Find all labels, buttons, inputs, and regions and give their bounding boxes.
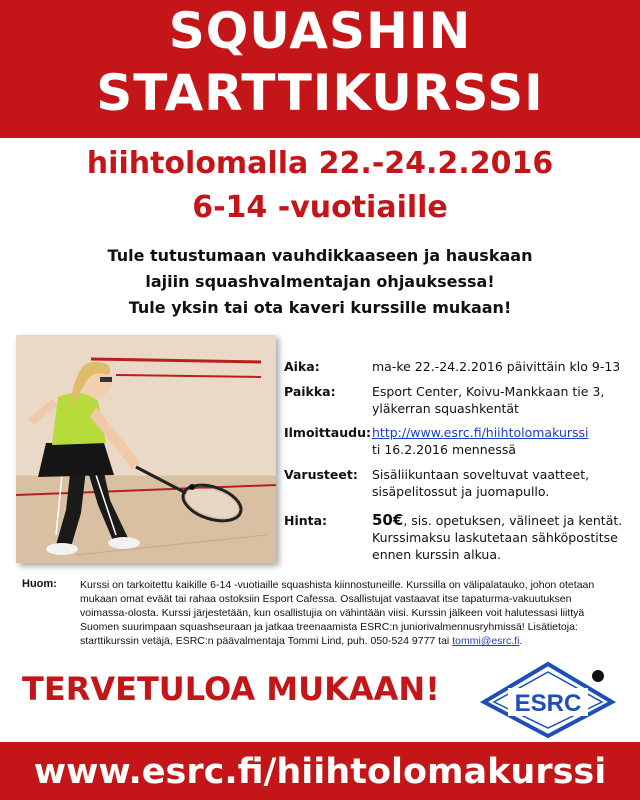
ilmoittaudu-label: Ilmoittaudu:	[284, 425, 371, 440]
hinta-value-line1: , sis. opetuksen, välineet ja kentät.	[403, 513, 623, 528]
detail-row-aika	[284, 358, 634, 378]
aika-value: ma-ke 22.-24.2.2016 päivittäin klo 9-13	[372, 359, 621, 374]
subtitle-dates: hiihtolomalla 22.-24.2.2016	[86, 146, 554, 181]
varusteet-label: Varusteet:	[284, 467, 358, 482]
esrc-logo	[478, 658, 618, 738]
paikka-value-line2: yläkerran squashkentät	[372, 401, 519, 416]
note-end: .	[519, 635, 523, 647]
ilmoittaudu-value	[372, 424, 634, 458]
paikka-label: Paikka:	[284, 384, 336, 399]
note-text	[80, 578, 615, 648]
varusteet-value	[372, 466, 634, 500]
detail-row-ilmoittaudu	[284, 424, 634, 460]
varusteet-value-line2: sisäpelitossut ja juomapullo.	[372, 484, 550, 499]
aika-label: Aika:	[284, 359, 320, 374]
detail-row-hinta	[284, 512, 634, 564]
poster-title-line1: SQUASHIN	[168, 2, 472, 60]
logo-text: ESRC	[514, 690, 582, 717]
hinta-value	[372, 512, 634, 563]
footer-url[interactable]: www.esrc.fi/hiihtolomakurssi	[33, 752, 607, 792]
price: 50€	[372, 511, 404, 529]
note-body: Kurssi on tarkoitettu kaikille 6-14 -vuotiaille squashista kiinnostuneille. Kurssilla on välipalatauko, johon otetaan mukaan omat eväät tai rahaa ostoksiin Esport Cafessa. Osallistujat vastaavat itse tapaturma-vakuutuksen voimassa-olosta. Kurssi järjestetään, kun osallistujia on vähintään viisi. Kurssin jälkeen voit halutessasi liittyä Suomen suurimpaan squashseuraan ja jatkaa treenaamista ESRC:n juniorivalmennusryhmissä! Lisätietoja: starttikurssin vetäjä, ESRC:n päävalmentaja Tommi Lind, puh. 050-524 9777 tai	[80, 579, 595, 647]
subtitle-age: 6-14 -vuotiaille	[192, 190, 448, 225]
detail-row-paikka	[284, 383, 634, 419]
poster-title-line2: STARTTIKURSSI	[96, 64, 544, 122]
intro-line2: lajiin squashvalmentajan ohjauksessa!	[145, 272, 495, 291]
registration-link[interactable]: http://www.esrc.fi/hiihtolomakurssi	[372, 425, 589, 440]
registration-deadline: ti 16.2.2016 mennessä	[372, 442, 517, 457]
varusteet-value-line1: Sisäliikuntaan soveltuvat vaatteet,	[372, 467, 590, 482]
squash-player-photo	[16, 335, 276, 563]
contact-email-link[interactable]: tommi@esrc.fi	[452, 635, 520, 647]
paikka-value-line1: Esport Center, Koivu-Mankkaan tie 3,	[372, 384, 605, 399]
paikka-value	[372, 383, 634, 417]
intro-line1: Tule tutustumaan vauhdikkaaseen ja hauskaan	[107, 246, 533, 265]
note-label: Huom:	[22, 578, 57, 590]
hinta-value-line2: Kurssimaksu laskutetaan sähköpostitse	[372, 530, 618, 545]
intro-line3: Tule yksin tai ota kaveri kurssille mukaan!	[128, 298, 512, 317]
welcome-heading: TERVETULOA MUKAAN!	[22, 670, 440, 708]
detail-row-varusteet	[284, 466, 634, 502]
hinta-value-line3: ennen kurssin alkua.	[372, 547, 501, 562]
hinta-label: Hinta:	[284, 513, 328, 528]
